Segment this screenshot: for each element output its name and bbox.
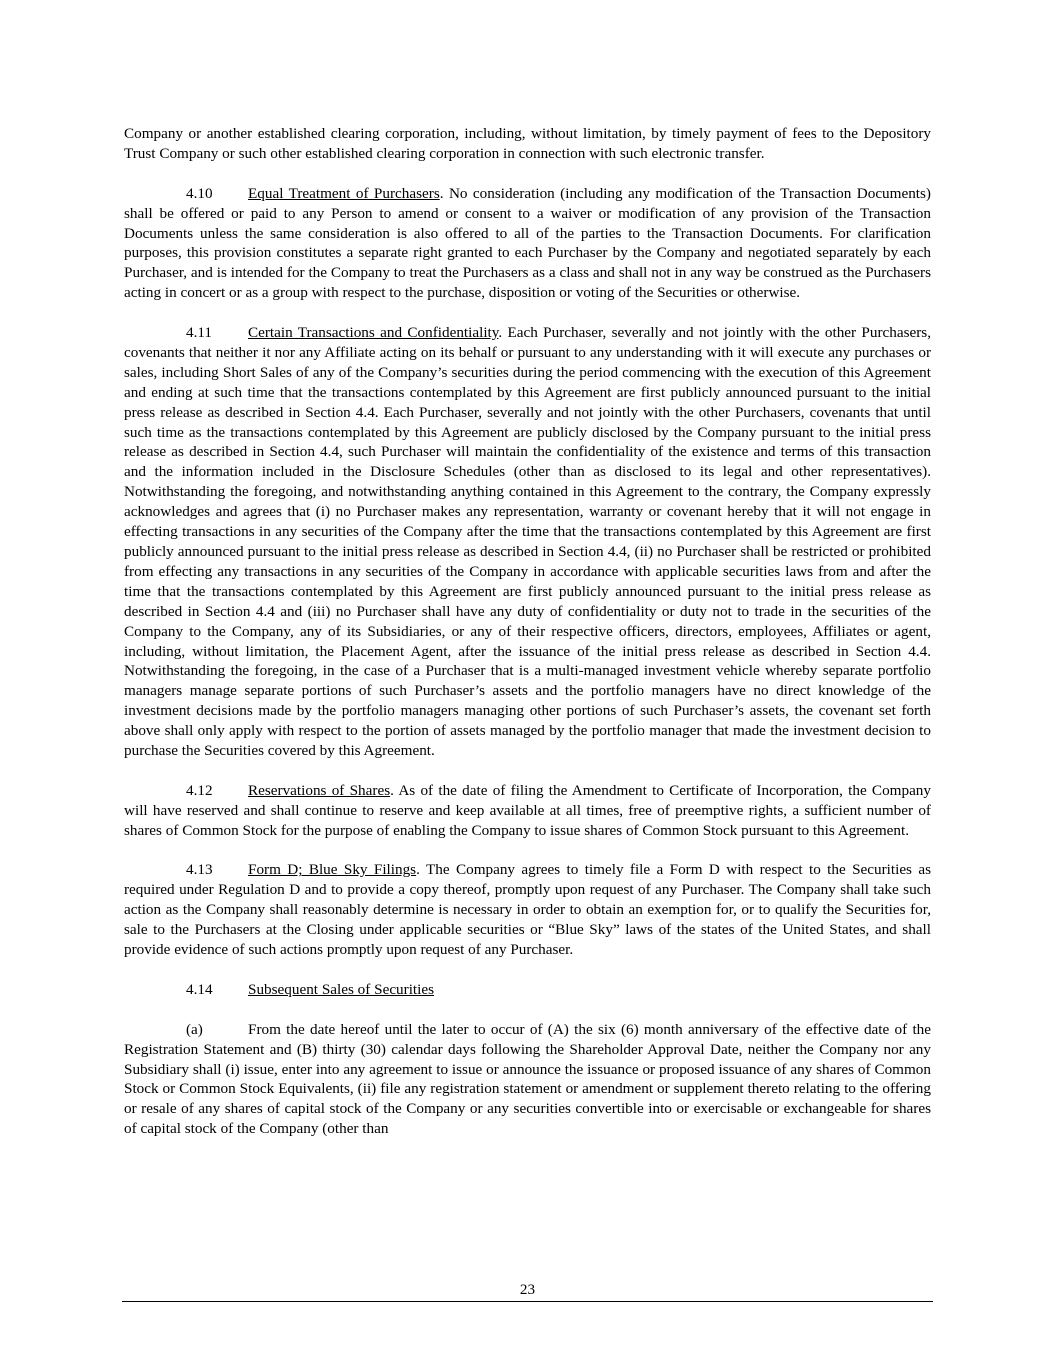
section-number: 4.12 [186,781,213,799]
page-body [124,124,931,1159]
section-number: 4.13 [186,861,213,879]
section-body: . No consideration (including any modification of the Transaction Documents) shall be offered or paid to any Person to amend or consent to a waiver or modification of any provision of the Transaction Documents unless the same consideration is also offered to all of the parties to the Transaction Documents. For clarification purposes, this provision constitutes a separate right granted to each Purchaser by the Company and negotiated separately by each Purchaser, and is intended for the Company to treat the Purchasers as a class and shall not in any way be construed as the Purchasers acting in concert or as a group with respect to the purchase, disposition or voting of the Securities or otherwise. [124,184,931,302]
footer-rule [122,1301,933,1302]
section-number: 4.14 [186,980,213,998]
section-heading: Subsequent Sales of Securities [248,980,435,998]
subparagraph-text: From the date hereof until the later to occur of (A) the six (6) month anniversary of the effective date of the Registration Statement and (B) thirty (30) calendar days following the Shareholder Approval Date, neither the Company nor any Subsidiary shall (i) issue, enter into any agreement to issue or announce the issuance or proposed issuance of any shares of Common Stock or Common Stock Equivalents, (ii) file any registration statement or amendment or supplement thereto relating to the offering or resale of any shares of capital stock of the Company or any securities convertible into or exercisable or exchangeable for shares of capital stock of the Company (other than [124,1020,931,1138]
section-heading: Form D; Blue Sky Filings [248,861,417,879]
continuation-paragraph: Company or another established clearing corporation, including, without limitation, by timely payment of fees to the Depository Trust Company or such other established clearing corporation in connection with such electronic transfer. [124,125,931,162]
section-body: . The Company agrees to timely file a Form D with respect to the Securities as required under Regulation D and to provide a copy thereof, promptly upon request of any Purchaser. The Company shall take such action as the Company shall reasonably determine is necessary in order to obtain an exemption for, or to qualify the Securities for, sale to the Purchasers at the Closing under applicable securities or “Blue Sky” laws of the states of the United States, and shall provide evidence of such actions promptly upon request of any Purchaser. [124,861,931,959]
section-4-12 [124,781,931,841]
section-4-11 [124,323,931,761]
section-4-13 [124,860,931,960]
page-number: 23 [519,1281,536,1298]
section-4-14 [124,980,931,1000]
section-number: 4.10 [186,184,213,202]
subparagraph-label: (a) [186,1020,203,1038]
section-number: 4.11 [186,324,213,342]
subparagraph-a [124,1020,931,1139]
section-body: . Each Purchaser, severally and not jointly with the other Purchasers, covenants that neither it nor any Affiliate acting on its behalf or pursuant to any understanding with it will execute any purchases or sales, including Short Sales of any of the Company’s securities during the period commencing with the execution of this Agreement and ending at such time that the transactions contemplated by this Agreement are first publicly announced pursuant to the initial press release as described in Section 4.4. Each Purchaser, severally and not jointly with the other Purchasers, covenants that until such time as the transactions contemplated by this Agreement are publicly disclosed by the Company pursuant to the initial press release as described in Section 4.4, such Purchaser will maintain the confidentiality of the existence and terms of this transaction and the information included in the Disclosure Schedules (other than as disclosed to its legal and other representatives). Notwithstanding the foregoing, and notwithstanding anything contained in this Agreement to the contrary, the Company expressly acknowledges and agrees that (i) no Purchaser makes any representation, warranty or covenant hereby that it will not engage in effecting transactions in any securities of the Company after the time that the transactions contemplated by this Agreement are first publicly announced pursuant to the initial press release as described in Section 4.4, (ii) no Purchaser shall be restricted or prohibited from effecting any transactions in any securities of the Company in accordance with applicable securities laws from and after the time that the transactions contemplated by this Agreement are first publicly announced pursuant to the initial press release as described in Section 4.4 and (iii) no Purchaser shall have any duty of confidentiality or duty not to trade in the securities of the Company to the Company, any of its Subsidiaries, or any of their respective officers, directors, employees, Affiliates or agent, including, without limitation, the Placement Agent, after the issuance of the initial press release as described in Section 4.4. Notwithstanding the foregoing, in the case of a Purchaser that is a multi-managed investment vehicle whereby separate portfolio managers manage separate portions of such Purchaser’s assets and the portfolio managers have no direct knowledge of the investment decisions made by the portfolio managers managing other portions of such Purchaser’s assets, the covenant set forth above shall only apply with respect to the portion of assets managed by the portfolio manager that made the investment decision to purchase the Securities covered by this Agreement. [124,324,932,760]
section-heading: Equal Treatment of Purchasers [248,184,440,202]
section-heading: Reservations of Shares [248,781,391,799]
section-body: . As of the date of filing the Amendment to Certificate of Incorporation, the Company will have reserved and shall continue to reserve and keep available at all times, free of preemptive rights, a sufficient number of shares of Common Stock for the purpose of enabling the Company to issue shares of Common Stock pursuant to this Agreement. [124,781,931,839]
section-heading: Certain Transactions and Confidentiality [248,324,499,342]
section-4-10 [124,184,931,303]
